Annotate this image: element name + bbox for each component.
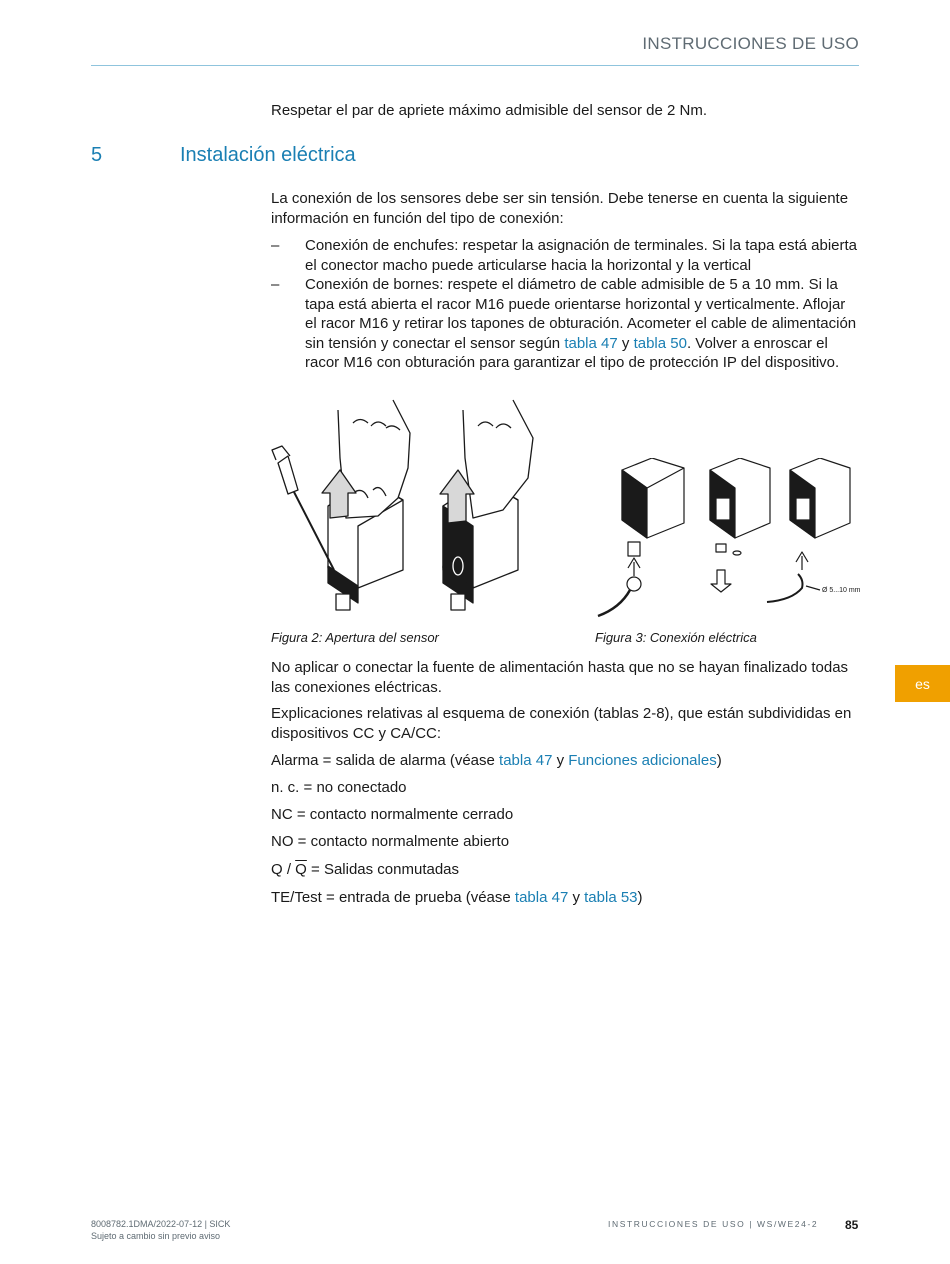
section-intro-paragraph: La conexión de los sensores debe ser sin tensión. Debe tenerse en cuenta la siguiente información en función del tipo de conexión: <box>271 190 849 227</box>
electrical-connection-drawing <box>592 458 862 623</box>
figure-2-illustration <box>268 398 558 620</box>
connection-type-list <box>271 236 861 373</box>
page-header-title: INSTRUCCIONES DE USO <box>642 34 859 53</box>
language-tab[interactable]: es <box>895 665 950 702</box>
closing-paren: ) <box>637 889 643 906</box>
link-tabla-47[interactable]: tabla 47 <box>564 334 618 352</box>
conjunction: y <box>568 889 585 906</box>
sensor-opening-drawing <box>268 398 558 620</box>
power-warning-paragraph: No aplicar o conectar la fuente de alimentación hasta que no se hayan finalizado todas las conexiones eléctricas. <box>271 659 849 696</box>
figure-3-caption: Figura 3: Conexión eléctrica <box>595 630 757 645</box>
definition-no: NO = contacto normalmente abierto <box>271 833 510 850</box>
definition-text: TE/Test = entrada de prueba (véase <box>271 889 515 906</box>
torque-note: Respetar el par de apriete máximo admisible del sensor de 2 Nm. <box>271 102 708 119</box>
header-divider <box>91 65 859 66</box>
definition-nc: NC = contacto normalmente cerrado <box>271 806 514 823</box>
cable-diameter-label: Ø 5...10 mm <box>822 587 861 594</box>
list-item-text: Conexión de bornes: respete el diámetro de cable admisible de 5 a 10 mm. Si la tapa está abierta el racor M16 puede orientarse horizontal y verticalmente. Aflojar el racor M16 y retirar los tapones de obturación. Acometer el cable de alimentación sin tensión y conectar el sensor según <box>305 276 857 352</box>
link-tabla-50[interactable]: tabla 50 <box>633 334 687 352</box>
definition-te-test <box>271 888 643 908</box>
conjunction: y <box>552 752 569 769</box>
figure-3-illustration <box>592 458 862 623</box>
figure-2-caption: Figura 2: Apertura del sensor <box>271 630 439 645</box>
footer-doc-id: 8008782.1DMA/2022-07-12 | SICK <box>91 1219 231 1229</box>
section-number: 5 <box>91 144 103 166</box>
link-tabla-53[interactable]: tabla 53 <box>584 889 638 906</box>
schema-explanation-paragraph: Explicaciones relativas al esquema de conexión (tablas 2-8), que están subdivididas en dispositivos CC y CA/CC: <box>271 705 852 742</box>
q-bar-symbol: $\overline{Q}$ <box>295 861 307 878</box>
definition-alarm <box>271 751 722 771</box>
list-item-text: Conexión de enchufes: respetar la asignación de terminales. Si la tapa está abierta el conector macho puede articularse hacia la horizontal y la vertical <box>305 237 858 274</box>
definition-text: = Salidas conmutadas <box>306 861 460 878</box>
conjunction: y <box>617 334 634 352</box>
page-number: 85 <box>845 1218 859 1232</box>
definition-text: Alarma = salida de alarma (véase <box>271 752 500 769</box>
list-item <box>271 236 861 275</box>
list-dash: – <box>271 276 280 293</box>
list-item <box>271 275 861 373</box>
section-title: Instalación eléctrica <box>180 144 356 166</box>
definition-text: Q / <box>271 861 296 878</box>
closing-paren: ) <box>716 752 722 769</box>
link-tabla-47[interactable]: tabla 47 <box>499 752 553 769</box>
definition-nc-lower: n. c. = no conectado <box>271 779 407 796</box>
footer-title: INSTRUCCIONES DE USO | WS/WE24-2 <box>608 1219 819 1229</box>
list-item-text-end: . Volver a enroscar el racor M16 con obturación para garantizar el tipo de protección IP del dispositivo. <box>305 334 840 371</box>
footer-doc-info <box>91 1218 230 1242</box>
definition-q <box>271 860 459 880</box>
footer-notice: Sujeto a cambio sin previo aviso <box>91 1231 221 1241</box>
list-dash: – <box>271 237 280 254</box>
link-funciones-adicionales[interactable]: Funciones adicionales <box>568 752 717 769</box>
link-tabla-47[interactable]: tabla 47 <box>514 889 569 906</box>
